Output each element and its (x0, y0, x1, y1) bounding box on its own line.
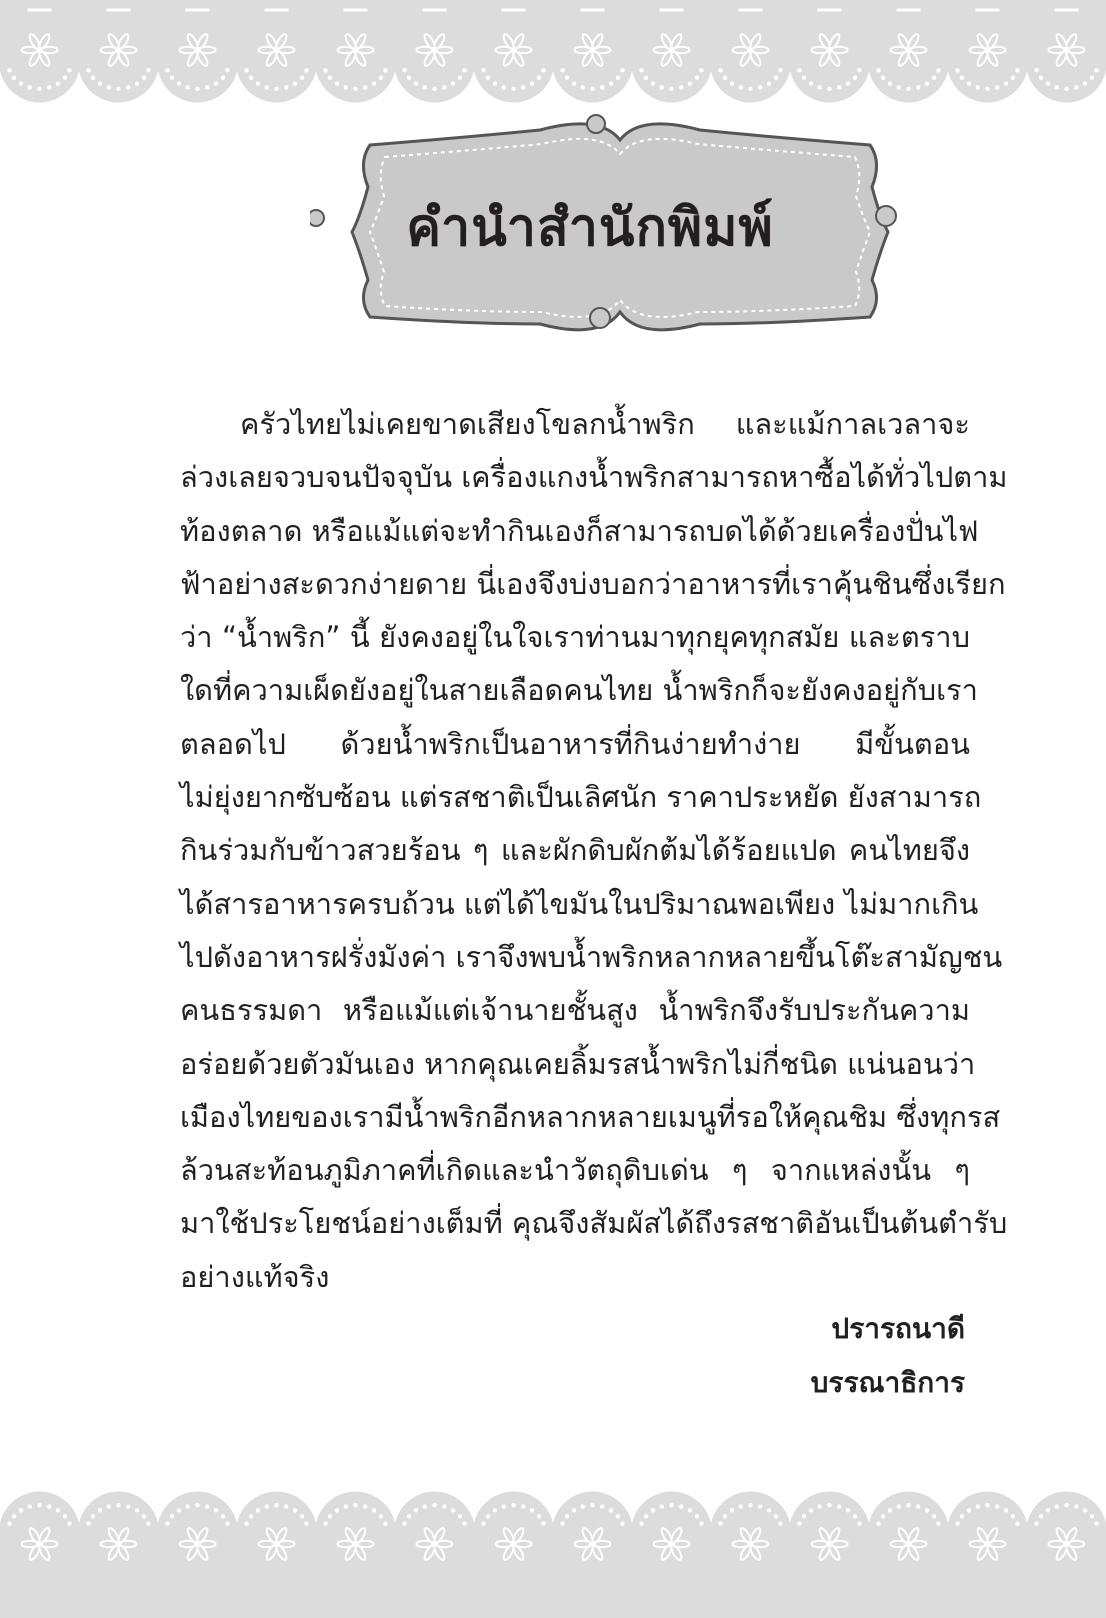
bottom-lace-border (0, 1482, 1106, 1618)
paragraph-line: เมืองไทยของเรามีน้ำพริกอีกหลากหลายเมนูที่รอให้คุณชิม ซึ่งทุกรส (180, 1099, 1001, 1134)
paragraph-line: ว่า “น้ำพริก” นี้ ยังคงอยู่ในใจเราท่านมาทุกยุคทุกสมัย และตราบ (180, 620, 970, 655)
paragraph-line: อร่อยด้วยตัวมันเอง หากคุณเคยลิ้มรสน้ำพริกไม่กี่ชนิด แน่นอนว่า (180, 1046, 976, 1081)
signature-block (640, 1302, 965, 1410)
paragraph-line: ฟ้าอย่างสะดวกง่ายดาย นี่เองจึงบ่งบอกว่าอาหารที่เราคุ้นชินซึ่งเรียก (180, 566, 1006, 601)
paragraph-line: มาใช้ประโยชน์อย่างเต็มที่ คุณจึงสัมผัสได้ถึงรสชาติอันเป็นต้นตำรับ (180, 1206, 1008, 1241)
top-lace-border (0, 0, 1106, 120)
paragraph-line: ล้วนสะท้อนภูมิภาคที่เกิดและนำวัตถุดิบเด่น ๆ จากแหล่งนั้น ๆ (180, 1153, 970, 1188)
paragraph-line: ได้สารอาหารครบถ้วน แต่ได้ไขมันในปริมาณพอเพียง ไม่มากเกิน (180, 886, 979, 921)
paragraph-line: ล่วงเลยจวบจนปัจจุบัน เครื่องแกงน้ำพริกสามารถหาซื้อได้ทั่วไปตาม (180, 460, 1008, 495)
signature-name: ปรารถนาดี (831, 1312, 965, 1345)
paragraph-line: อย่างแท้จริง (180, 1259, 330, 1294)
paragraph-line: ใดที่ความเผ็ดยังอยู่ในสายเลือดคนไทย น้ำพริกก็จะยังคงอยู่กับเรา (180, 673, 978, 708)
paragraph-line: ไปดังอาหารฝรั่งมังค่า เราจึงพบน้ำพริกหลากหลายขึ้นโต๊ะสามัญชน (180, 939, 1003, 974)
paragraph-line: คนธรรมดา หรือแม้แต่เจ้านายชั้นสูง น้ำพริกจึงรับประกันความ (180, 993, 970, 1028)
paragraph-line: ไม่ยุ่งยากซับซ้อน แต่รสชาติเป็นเลิศนัก ราคาประหยัด ยังสามารถ (180, 780, 982, 815)
page-title: คำนำสำนักพิมพ์ (406, 198, 774, 258)
signature-role: บรรณาธิการ (810, 1366, 965, 1399)
paragraph-line: ท้องตลาด หรือแม้แต่จะทำกินเองก็สามารถบดได้ด้วยเครื่องปั่นไฟ (180, 513, 979, 548)
paragraph-line: ครัวไทยไม่เคยขาดเสียงโขลกน้ำพริก และแม้กาลเวลาจะ (240, 407, 970, 441)
preface-paragraph (180, 398, 1008, 1304)
paragraph-line: ตลอดไป ด้วยน้ำพริกเป็นอาหารที่กินง่ายทำง่าย มีขั้นตอน (180, 726, 970, 761)
paragraph-line: กินร่วมกับข้าวสวยร้อน ๆ และผักดิบผักต้มได้ร้อยแปด คนไทยจึง (180, 833, 970, 868)
